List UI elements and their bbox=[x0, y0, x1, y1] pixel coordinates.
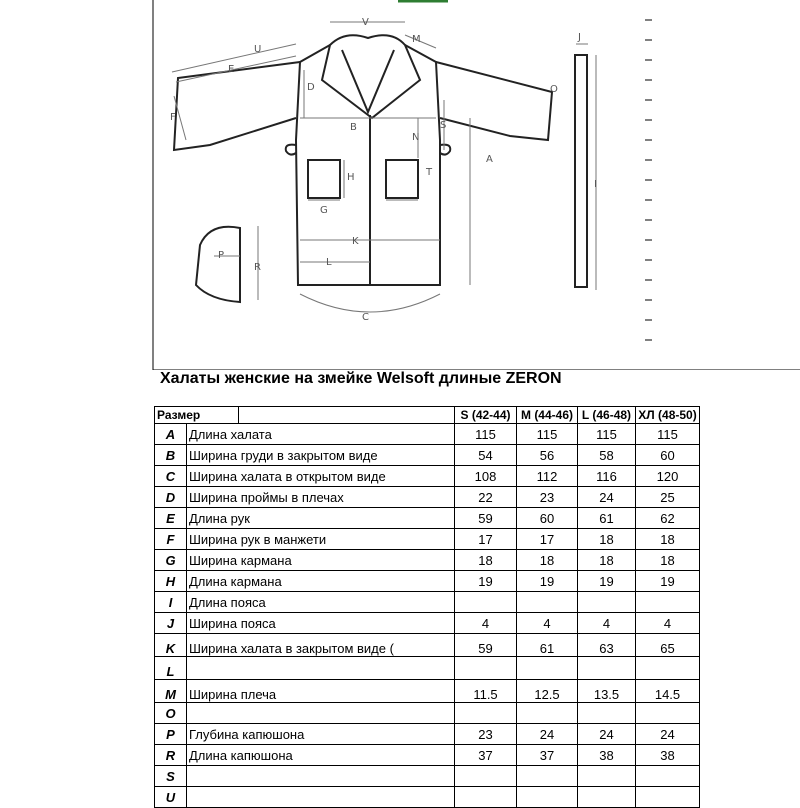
row-value: 120 bbox=[636, 466, 700, 487]
row-name: Ширина проймы в плечах bbox=[187, 487, 455, 508]
row-value bbox=[578, 766, 636, 787]
row-code: D bbox=[155, 487, 187, 508]
table-row bbox=[155, 487, 700, 508]
row-name bbox=[187, 766, 455, 787]
table-row bbox=[155, 550, 700, 571]
row-value: 18 bbox=[455, 550, 517, 571]
row-value bbox=[455, 703, 517, 724]
label-l: L bbox=[326, 257, 332, 268]
row-value: 24 bbox=[517, 724, 578, 745]
table-row bbox=[155, 634, 700, 657]
row-code: L bbox=[155, 657, 187, 680]
row-name bbox=[187, 787, 455, 808]
row-value: 4 bbox=[517, 613, 578, 634]
row-value: 116 bbox=[578, 466, 636, 487]
label-b: B bbox=[350, 122, 357, 133]
page-title: Халаты женские на змейке Welsoft длиные ZERON bbox=[160, 370, 562, 387]
label-f: F bbox=[170, 112, 176, 123]
label-a: A bbox=[486, 154, 493, 165]
belt-outline bbox=[575, 55, 587, 287]
row-value: 17 bbox=[455, 529, 517, 550]
size-col-header: L (46-48) bbox=[578, 407, 636, 424]
row-value: 19 bbox=[455, 571, 517, 592]
row-value bbox=[455, 592, 517, 613]
table-row bbox=[155, 529, 700, 550]
label-u: U bbox=[254, 44, 262, 55]
row-code: B bbox=[155, 445, 187, 466]
row-name: Длина пояса bbox=[187, 592, 455, 613]
row-value: 18 bbox=[517, 550, 578, 571]
row-value: 38 bbox=[636, 745, 700, 766]
row-name: Ширина пояса bbox=[187, 613, 455, 634]
row-value bbox=[517, 787, 578, 808]
label-j: J bbox=[578, 32, 581, 43]
row-value: 19 bbox=[578, 571, 636, 592]
label-e: E bbox=[228, 64, 235, 75]
table-row bbox=[155, 508, 700, 529]
row-value: 62 bbox=[636, 508, 700, 529]
size-table bbox=[154, 406, 700, 808]
row-value bbox=[517, 592, 578, 613]
label-n: N bbox=[412, 132, 420, 143]
row-value: 18 bbox=[578, 550, 636, 571]
row-code: P bbox=[155, 724, 187, 745]
row-name: Глубина капюшона bbox=[187, 724, 455, 745]
row-value: 19 bbox=[636, 571, 700, 592]
table-header-row bbox=[155, 407, 700, 424]
row-value: 108 bbox=[455, 466, 517, 487]
row-name: Длина капюшона bbox=[187, 745, 455, 766]
label-m: M bbox=[412, 34, 421, 45]
row-value: 18 bbox=[578, 529, 636, 550]
label-t: T bbox=[426, 167, 433, 178]
row-name bbox=[187, 703, 455, 724]
row-value bbox=[636, 703, 700, 724]
table-row bbox=[155, 657, 700, 680]
row-value: 18 bbox=[636, 550, 700, 571]
row-value: 19 bbox=[517, 571, 578, 592]
row-value: 23 bbox=[455, 724, 517, 745]
row-value: 37 bbox=[517, 745, 578, 766]
row-value bbox=[636, 592, 700, 613]
row-value: 115 bbox=[455, 424, 517, 445]
row-value: 59 bbox=[455, 634, 517, 657]
row-code: C bbox=[155, 466, 187, 487]
table-row bbox=[155, 787, 700, 808]
size-header-label: Размер bbox=[155, 407, 239, 424]
table-row bbox=[155, 445, 700, 466]
label-p: P bbox=[218, 250, 225, 261]
row-code: K bbox=[155, 634, 187, 657]
row-value: 23 bbox=[517, 487, 578, 508]
row-name: Ширина халата в закрытом виде ( bbox=[187, 634, 455, 657]
label-c: C bbox=[362, 312, 369, 323]
row-value: 25 bbox=[636, 487, 700, 508]
row-value bbox=[517, 703, 578, 724]
row-value bbox=[636, 787, 700, 808]
row-code: R bbox=[155, 745, 187, 766]
measurement-labels bbox=[170, 17, 597, 323]
row-value: 65 bbox=[636, 634, 700, 657]
row-value: 17 bbox=[517, 529, 578, 550]
row-name bbox=[187, 657, 455, 680]
row-value bbox=[455, 766, 517, 787]
row-value bbox=[578, 592, 636, 613]
label-h: H bbox=[347, 172, 355, 183]
table-row bbox=[155, 424, 700, 445]
row-value: 4 bbox=[455, 613, 517, 634]
row-value: 59 bbox=[455, 508, 517, 529]
row-value: 58 bbox=[578, 445, 636, 466]
size-col-header: ХЛ (48-50) bbox=[636, 407, 700, 424]
row-value: 115 bbox=[578, 424, 636, 445]
table-row bbox=[155, 724, 700, 745]
row-value bbox=[636, 766, 700, 787]
row-code: H bbox=[155, 571, 187, 592]
row-name: Длина халата bbox=[187, 424, 455, 445]
row-value: 12.5 bbox=[517, 680, 578, 703]
row-code: G bbox=[155, 550, 187, 571]
row-name: Ширина груди в закрытом виде bbox=[187, 445, 455, 466]
row-value bbox=[455, 787, 517, 808]
label-i: I bbox=[594, 179, 597, 190]
row-value bbox=[578, 703, 636, 724]
header-blank bbox=[239, 407, 455, 424]
row-code: I bbox=[155, 592, 187, 613]
row-value: 54 bbox=[455, 445, 517, 466]
row-name: Ширина халата в открытом виде bbox=[187, 466, 455, 487]
row-value: 60 bbox=[517, 508, 578, 529]
row-value: 4 bbox=[578, 613, 636, 634]
table-row bbox=[155, 466, 700, 487]
row-code: J bbox=[155, 613, 187, 634]
label-d: D bbox=[307, 82, 315, 93]
row-name: Ширина кармана bbox=[187, 550, 455, 571]
row-value: 112 bbox=[517, 466, 578, 487]
row-value: 22 bbox=[455, 487, 517, 508]
row-value: 61 bbox=[517, 634, 578, 657]
row-value: 11.5 bbox=[455, 680, 517, 703]
table-row bbox=[155, 680, 700, 703]
label-v: V bbox=[362, 17, 369, 28]
row-value: 24 bbox=[578, 724, 636, 745]
row-code: F bbox=[155, 529, 187, 550]
row-value: 56 bbox=[517, 445, 578, 466]
robe-measurement-diagram bbox=[0, 0, 800, 370]
row-value: 37 bbox=[455, 745, 517, 766]
row-name: Длина рук bbox=[187, 508, 455, 529]
row-value bbox=[578, 787, 636, 808]
row-value: 14.5 bbox=[636, 680, 700, 703]
row-value bbox=[517, 657, 578, 680]
row-value: 60 bbox=[636, 445, 700, 466]
table-row bbox=[155, 766, 700, 787]
row-code: A bbox=[155, 424, 187, 445]
row-value bbox=[455, 657, 517, 680]
row-value: 61 bbox=[578, 508, 636, 529]
row-value: 18 bbox=[636, 529, 700, 550]
label-s: S bbox=[440, 120, 447, 131]
row-name: Длина кармана bbox=[187, 571, 455, 592]
row-value: 38 bbox=[578, 745, 636, 766]
label-g: G bbox=[320, 205, 328, 216]
row-name: Ширина рук в манжети bbox=[187, 529, 455, 550]
row-code: U bbox=[155, 787, 187, 808]
row-value: 115 bbox=[636, 424, 700, 445]
label-r: R bbox=[254, 262, 261, 273]
row-value: 24 bbox=[636, 724, 700, 745]
row-code: S bbox=[155, 766, 187, 787]
row-value: 4 bbox=[636, 613, 700, 634]
row-value: 24 bbox=[578, 487, 636, 508]
table-row bbox=[155, 703, 700, 724]
row-value bbox=[636, 657, 700, 680]
row-value: 63 bbox=[578, 634, 636, 657]
table-row bbox=[155, 592, 700, 613]
row-value bbox=[578, 657, 636, 680]
table-row bbox=[155, 745, 700, 766]
hood-outline bbox=[196, 227, 240, 302]
row-value bbox=[517, 766, 578, 787]
row-name: Ширина плеча bbox=[187, 680, 455, 703]
row-code: O bbox=[155, 703, 187, 724]
row-code: M bbox=[155, 680, 187, 703]
label-k: K bbox=[352, 236, 359, 247]
row-value: 13.5 bbox=[578, 680, 636, 703]
size-col-header: M (44-46) bbox=[517, 407, 578, 424]
row-value: 115 bbox=[517, 424, 578, 445]
size-col-header: S (42-44) bbox=[455, 407, 517, 424]
label-o: O bbox=[550, 84, 558, 95]
table-row bbox=[155, 613, 700, 634]
table-row bbox=[155, 571, 700, 592]
row-code: E bbox=[155, 508, 187, 529]
